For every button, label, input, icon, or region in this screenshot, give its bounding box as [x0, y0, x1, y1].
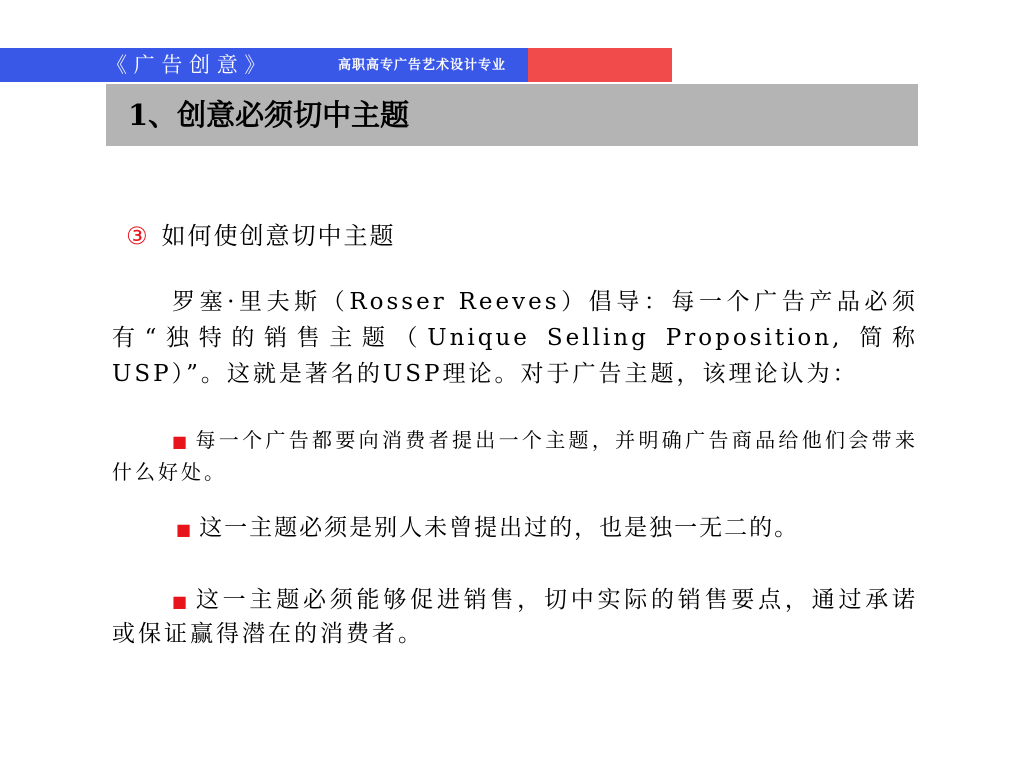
bullet-text: 每一个广告都要向消费者提出一个主题，并明确广告商品给他们会带来什么好处。 — [112, 428, 918, 484]
circled-number-marker: ③ — [126, 222, 150, 250]
red-square-bullet-icon: ■ — [176, 520, 192, 539]
section-title-bar — [106, 84, 918, 146]
intro-paragraph: 罗塞·里夫斯（Rosser Reeves）倡导：每一个广告产品必须有“独特的销售主题（Unique Selling Proposition, 简称USP）”。这就是著名的USP理论。对于广告主题，该理论认为： — [112, 289, 918, 387]
bullet-item — [112, 512, 918, 546]
subheading — [126, 218, 396, 254]
subheading-text: 如何使创意切中主题 — [161, 222, 396, 250]
red-square-bullet-icon: ■ — [172, 592, 188, 611]
banner-red-bar — [528, 48, 672, 82]
bullet-text: 这一主题必须是别人未曾提出过的，也是独一无二的。 — [199, 515, 800, 541]
course-title: 《 广 告 创 意 》 — [106, 53, 266, 77]
red-square-bullet-icon: ■ — [172, 432, 188, 451]
bullet-text: 这一主题必须能够促进销售，切中实际的销售要点，通过承诺或保证赢得潜在的消费者。 — [112, 587, 918, 647]
bullet-item — [112, 425, 918, 487]
bullet-item — [112, 584, 918, 650]
section-title: 1、创意必须切中主题 — [128, 98, 410, 132]
course-subtitle: 高职高专广告艺术设计专业 — [338, 58, 507, 73]
